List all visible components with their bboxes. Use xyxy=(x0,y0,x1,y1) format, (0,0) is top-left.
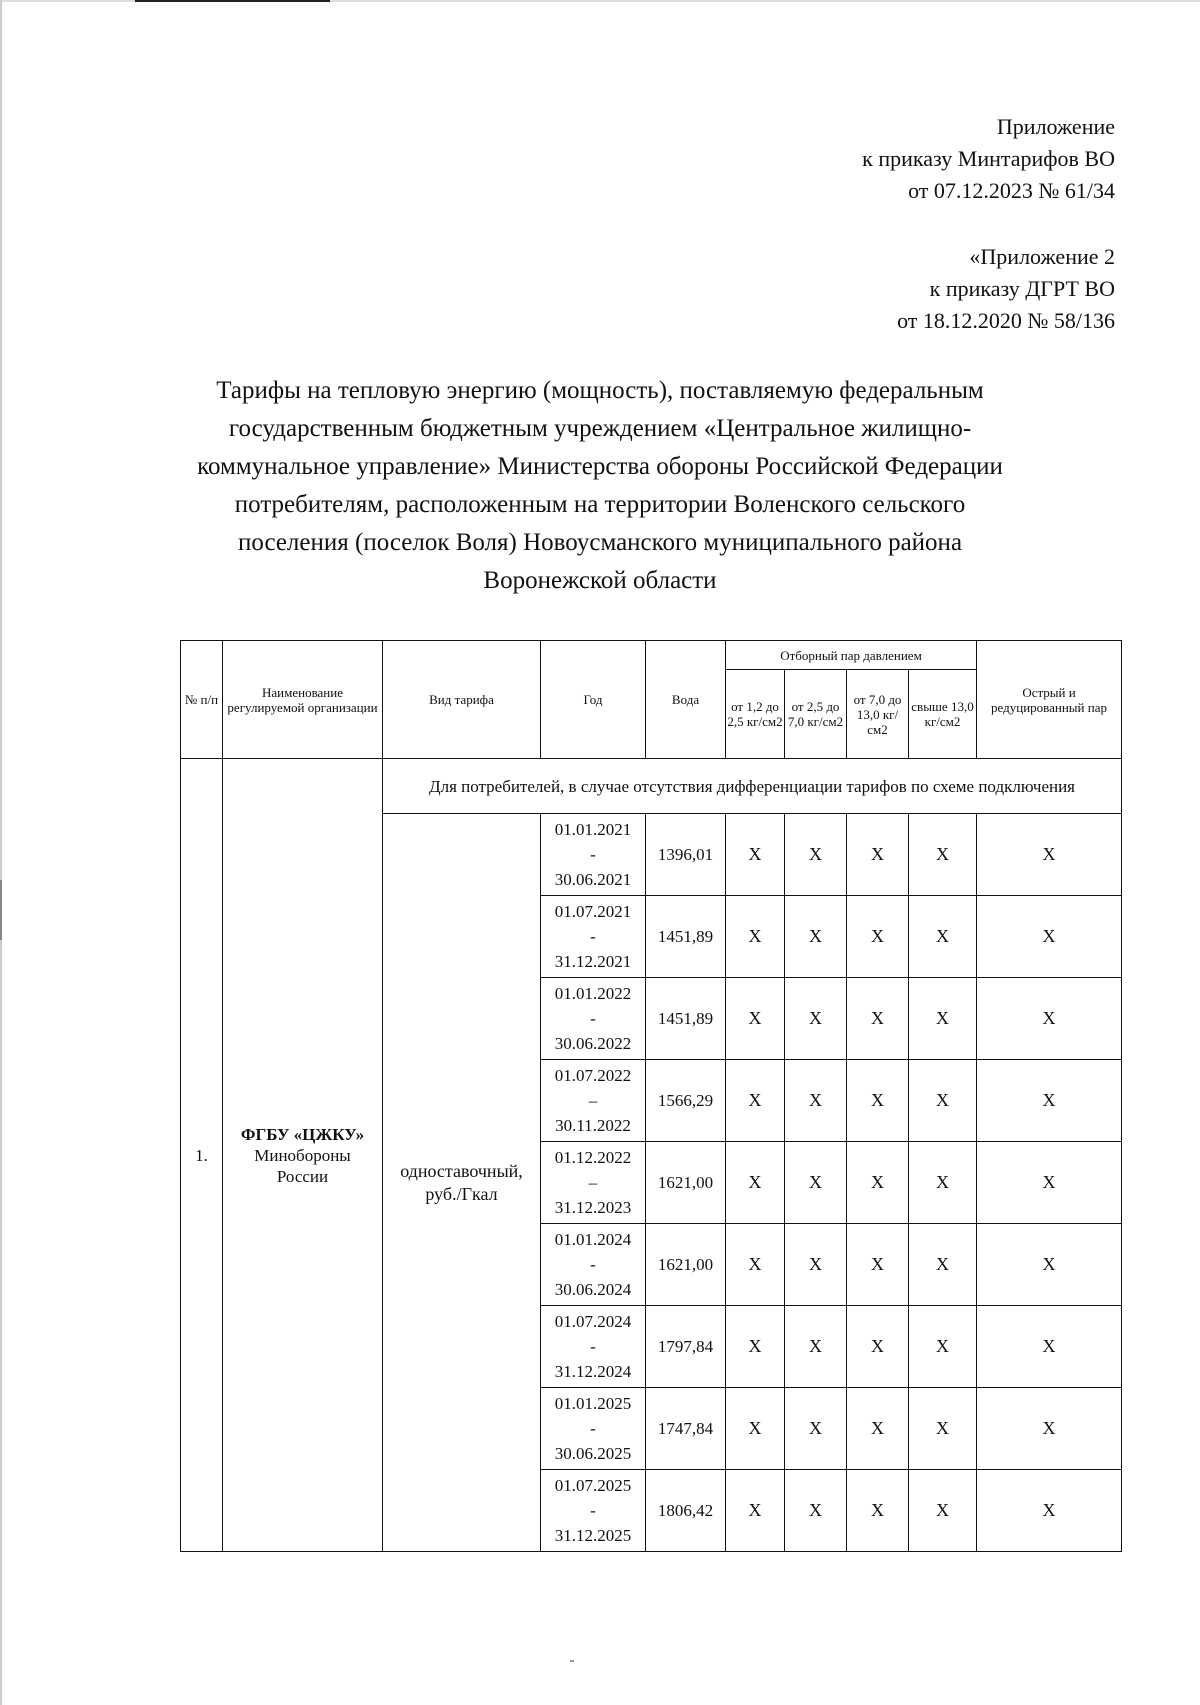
period-date: 01.12.2022 xyxy=(554,1148,632,1167)
not-applicable-mark: X xyxy=(847,978,909,1060)
period-date: 01.07.2021 xyxy=(554,902,632,921)
not-applicable-mark: X xyxy=(909,1388,977,1470)
not-applicable-mark: X xyxy=(977,1060,1122,1142)
not-applicable-mark: X xyxy=(847,1060,909,1142)
appendix-header-line: к приказу Минтарифов ВО xyxy=(862,146,1115,171)
period-date: 31.12.2021 xyxy=(554,952,632,971)
period-cell xyxy=(541,896,646,978)
not-applicable-mark: X xyxy=(909,1306,977,1388)
period-date: 31.12.2024 xyxy=(554,1362,632,1381)
title-line: поселения (поселок Воля) Новоусманского муниципального района xyxy=(237,529,963,556)
period-separator: - xyxy=(590,1009,596,1028)
not-applicable-mark: X xyxy=(977,1142,1122,1224)
header-pressure-1: от 1,2 до 2,5 кг/см2 xyxy=(726,670,785,759)
period-date: 01.01.2025 xyxy=(554,1394,632,1413)
water-tariff-value: 1797,84 xyxy=(646,1306,726,1388)
not-applicable-mark: X xyxy=(909,1060,977,1142)
appendix-header-original xyxy=(897,241,1115,337)
period-date: 31.12.2023 xyxy=(554,1198,632,1217)
org-line: Минобороны xyxy=(254,1145,351,1165)
period-date: 01.07.2025 xyxy=(554,1476,632,1495)
scan-speck xyxy=(570,1660,574,1662)
not-applicable-mark: X xyxy=(909,1470,977,1552)
period-separator: - xyxy=(590,1337,596,1356)
period-date: 30.06.2021 xyxy=(554,870,632,889)
header-pressure-4: свыше 13,0 кг/см2 xyxy=(909,670,977,759)
header-year: Год xyxy=(541,641,646,759)
header-sharp-steam: Острый и редуцированный пар xyxy=(977,641,1122,759)
header-pressure-2: от 2,5 до 7,0 кг/см2 xyxy=(785,670,847,759)
appendix-header-line: от 18.12.2020 № 58/136 xyxy=(897,308,1115,333)
period-separator: - xyxy=(590,927,596,946)
water-tariff-value: 1396,01 xyxy=(646,814,726,896)
header-steam-group: Отборный пар давлением xyxy=(726,641,977,670)
not-applicable-mark: X xyxy=(847,896,909,978)
period-date: 30.06.2025 xyxy=(554,1444,632,1463)
not-applicable-mark: X xyxy=(726,1388,785,1470)
appendix-header xyxy=(862,111,1115,207)
period-date: 01.01.2024 xyxy=(554,1230,632,1249)
period-cell xyxy=(541,1470,646,1552)
not-applicable-mark: X xyxy=(977,1388,1122,1470)
period-cell xyxy=(541,1224,646,1306)
period-cell xyxy=(541,1060,646,1142)
not-applicable-mark: X xyxy=(785,814,847,896)
period-date: 01.01.2022 xyxy=(554,984,632,1003)
tariff-type-cell xyxy=(383,814,541,1552)
not-applicable-mark: X xyxy=(785,1224,847,1306)
not-applicable-mark: X xyxy=(977,814,1122,896)
not-applicable-mark: X xyxy=(785,1142,847,1224)
document-title xyxy=(150,372,1050,600)
scan-edge-left xyxy=(0,0,2,1705)
scan-mark xyxy=(0,880,2,940)
header-water: Вода xyxy=(646,641,726,759)
period-cell xyxy=(541,814,646,896)
not-applicable-mark: X xyxy=(847,1306,909,1388)
not-applicable-mark: X xyxy=(785,1060,847,1142)
water-tariff-value: 1621,00 xyxy=(646,1142,726,1224)
appendix-header-line: к приказу ДГРТ ВО xyxy=(929,276,1115,301)
appendix-header-line: Приложение xyxy=(996,114,1115,139)
not-applicable-mark: X xyxy=(726,1142,785,1224)
water-tariff-value: 1451,89 xyxy=(646,978,726,1060)
title-line: коммунальное управление» Министерства обороны Российской Федерации xyxy=(197,453,1003,480)
org-line: ФГБУ «ЦЖКУ» xyxy=(240,1124,365,1144)
period-date: 31.12.2025 xyxy=(554,1526,632,1545)
not-applicable-mark: X xyxy=(785,1470,847,1552)
period-separator: – xyxy=(588,1173,598,1192)
water-tariff-value: 1747,84 xyxy=(646,1388,726,1470)
tariff-type-line: руб./Гкал xyxy=(425,1183,498,1204)
header-org: Наименование регулируемой организации xyxy=(223,641,383,759)
not-applicable-mark: X xyxy=(909,1224,977,1306)
not-applicable-mark: X xyxy=(977,1224,1122,1306)
period-date: 01.07.2024 xyxy=(554,1312,632,1331)
not-applicable-mark: X xyxy=(909,814,977,896)
not-applicable-mark: X xyxy=(785,1306,847,1388)
not-applicable-mark: X xyxy=(909,896,977,978)
not-applicable-mark: X xyxy=(847,1470,909,1552)
water-tariff-value: 1566,29 xyxy=(646,1060,726,1142)
scan-mark xyxy=(135,0,330,2)
tariff-type-line: одноставочный, xyxy=(400,1160,523,1181)
not-applicable-mark: X xyxy=(726,814,785,896)
period-separator: - xyxy=(590,1419,596,1438)
row-number: 1. xyxy=(181,759,223,1552)
not-applicable-mark: X xyxy=(785,1388,847,1470)
water-tariff-value: 1621,00 xyxy=(646,1224,726,1306)
title-line: потребителям, расположенным на территории Воленского сельского xyxy=(234,491,966,518)
water-tariff-value: 1451,89 xyxy=(646,896,726,978)
not-applicable-mark: X xyxy=(977,896,1122,978)
organization-cell xyxy=(223,759,383,1552)
title-line: государственным бюджетным учреждением «Центральное жилищно- xyxy=(228,415,972,442)
period-date: 01.01.2021 xyxy=(554,820,632,839)
scan-edge-top xyxy=(0,0,1200,2)
not-applicable-mark: X xyxy=(785,896,847,978)
period-cell xyxy=(541,1142,646,1224)
period-cell xyxy=(541,978,646,1060)
header-pressure-3: от 7,0 до 13,0 кг/см2 xyxy=(847,670,909,759)
period-date: 01.07.2022 xyxy=(554,1066,632,1085)
appendix-header-line: «Приложение 2 xyxy=(969,244,1115,269)
period-date: 30.06.2024 xyxy=(554,1280,632,1299)
period-separator: - xyxy=(590,845,596,864)
not-applicable-mark: X xyxy=(909,1142,977,1224)
not-applicable-mark: X xyxy=(977,978,1122,1060)
period-separator: - xyxy=(590,1255,596,1274)
period-separator: – xyxy=(588,1091,598,1110)
consumer-subheader: Для потребителей, в случае отсутствия дифференциации тарифов по схеме подключения xyxy=(383,759,1122,814)
not-applicable-mark: X xyxy=(726,1224,785,1306)
water-tariff-value: 1806,42 xyxy=(646,1470,726,1552)
org-line: России xyxy=(276,1166,329,1186)
period-separator: - xyxy=(590,1501,596,1520)
not-applicable-mark: X xyxy=(785,978,847,1060)
not-applicable-mark: X xyxy=(726,1470,785,1552)
not-applicable-mark: X xyxy=(909,978,977,1060)
period-cell xyxy=(541,1306,646,1388)
not-applicable-mark: X xyxy=(726,978,785,1060)
not-applicable-mark: X xyxy=(977,1470,1122,1552)
header-num: № п/п xyxy=(181,641,223,759)
period-date: 30.06.2022 xyxy=(554,1034,632,1053)
appendix-header-line: от 07.12.2023 № 61/34 xyxy=(908,178,1115,203)
period-cell xyxy=(541,1388,646,1470)
not-applicable-mark: X xyxy=(847,1388,909,1470)
title-line: Воронежской области xyxy=(483,567,717,594)
title-line: Тарифы на тепловую энергию (мощность), поставляемую федеральным xyxy=(216,377,984,404)
not-applicable-mark: X xyxy=(726,896,785,978)
not-applicable-mark: X xyxy=(847,1224,909,1306)
not-applicable-mark: X xyxy=(847,1142,909,1224)
period-date: 30.11.2022 xyxy=(555,1116,631,1135)
not-applicable-mark: X xyxy=(977,1306,1122,1388)
not-applicable-mark: X xyxy=(847,814,909,896)
tariff-table xyxy=(180,640,1122,1552)
not-applicable-mark: X xyxy=(726,1060,785,1142)
not-applicable-mark: X xyxy=(726,1306,785,1388)
header-tariff-type: Вид тарифа xyxy=(383,641,541,759)
